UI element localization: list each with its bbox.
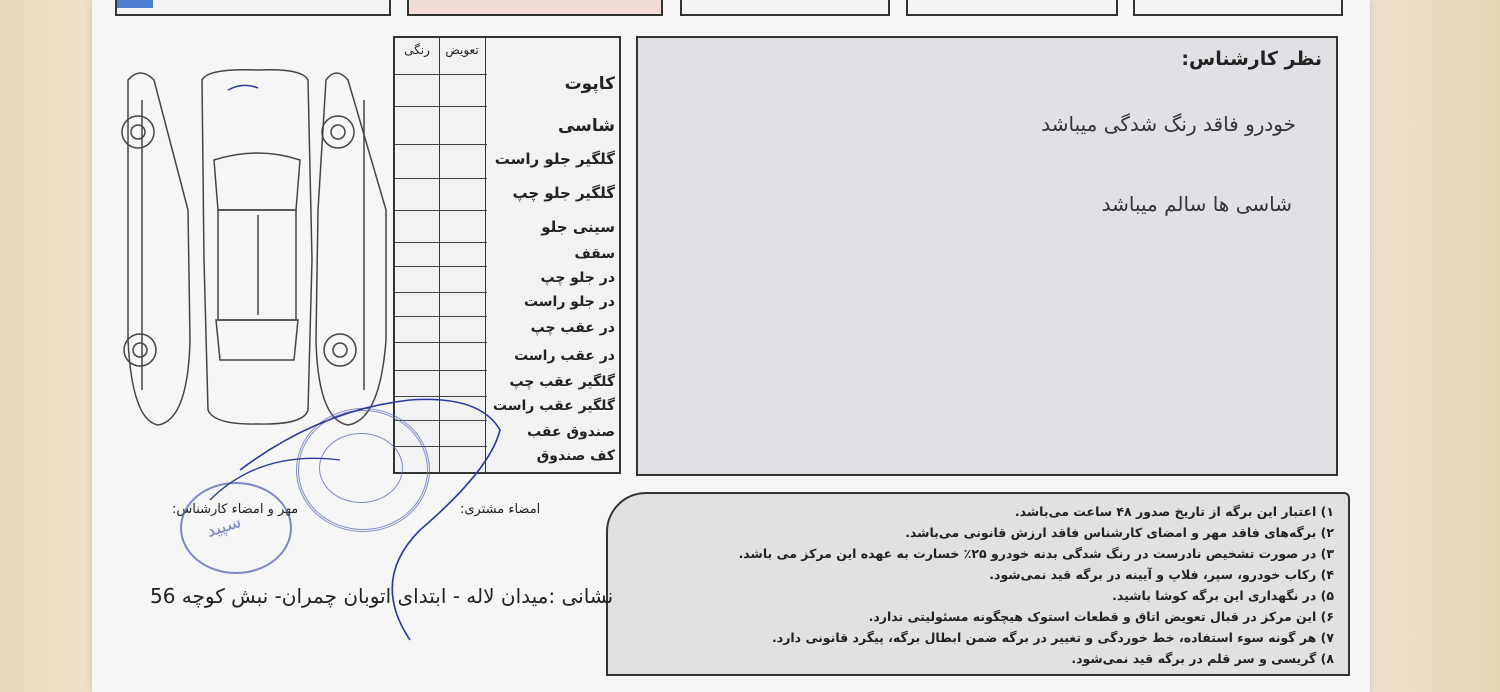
top-field-box bbox=[1133, 0, 1343, 16]
expert-stamp-text: سپید bbox=[203, 511, 244, 542]
part-label: سقف bbox=[574, 246, 615, 262]
term-item: ۵) در نگهداری این برگه کوشا باشید. bbox=[1112, 588, 1334, 603]
col-header-paint: رنگی bbox=[404, 43, 430, 57]
part-label: در جلو راست bbox=[523, 294, 615, 310]
address-line: نشانی :میدان لاله - ابتدای اتوبان چمران- نبش کوچه 56 bbox=[150, 584, 614, 608]
car-left-side bbox=[128, 73, 190, 425]
part-label: صندوق عقب bbox=[527, 424, 615, 440]
term-item: ۸) گریسی و سر قلم در برگه قید نمی‌شود. bbox=[1071, 651, 1334, 666]
expert-note-chassis: شاسی ها سالم میباشد bbox=[1101, 192, 1292, 216]
term-item: ۶) این مرکز در قبال تعویض اتاق و قطعات استوک هیچگونه مسئولیتی ندارد. bbox=[868, 609, 1334, 624]
part-label: در عقب راست bbox=[514, 348, 615, 364]
top-field-box bbox=[680, 0, 890, 16]
part-label: کاپوت bbox=[564, 74, 615, 94]
table-surface-right bbox=[1350, 0, 1500, 692]
car-diagram bbox=[118, 60, 398, 440]
terms-box bbox=[606, 492, 1350, 676]
expert-note-paint: خودرو فاقد رنگ شدگی میباشد bbox=[1041, 112, 1296, 136]
part-label: گلگیر جلو راست bbox=[494, 150, 615, 168]
top-field-box bbox=[115, 0, 391, 16]
part-label: گلگیر جلو چپ bbox=[512, 184, 615, 202]
part-label: کف صندوق bbox=[536, 448, 615, 464]
part-label: سینی جلو bbox=[541, 218, 615, 236]
term-item: ۱) اعتبار این برگه از تاریخ صدور ۴۸ ساعت می‌باشد. bbox=[1014, 504, 1334, 519]
customer-signature-label: امضاء مشتری: bbox=[460, 502, 541, 517]
expert-signature-label: مهر و امضاء کارشناس: bbox=[172, 502, 299, 517]
expert-opinion-title: نظر کارشناس: bbox=[1181, 48, 1322, 70]
part-label: گلگیر عقب چپ bbox=[509, 374, 615, 390]
top-field-box bbox=[906, 0, 1118, 16]
term-item: ۲) برگه‌های فاقد مهر و امضای کارشناس فاقد ارزش قانونی می‌باشد. bbox=[905, 525, 1334, 540]
col-header-replace: تعویض bbox=[445, 43, 479, 57]
part-label: گلگیر عقب راست bbox=[492, 398, 615, 414]
pen-signature bbox=[200, 390, 520, 650]
part-label: در عقب چپ bbox=[530, 320, 615, 336]
term-item: ۴) رکاب خودرو، سپر، فلاپ و آیینه در برگه قید نمی‌شود. bbox=[989, 567, 1334, 582]
part-label: شاسی bbox=[557, 116, 615, 136]
part-label: در جلو چپ bbox=[540, 270, 615, 286]
car-right-side bbox=[316, 73, 386, 425]
term-item: ۷) هر گونه سوء استفاده، خط خوردگی و تغییر در برگه ضمن ابطال برگه، پیگرد قانونی دارد. bbox=[772, 630, 1334, 645]
term-item: ۳) در صورت تشخیص نادرست در رنگ شدگی بدنه خودرو ۲۵٪ خسارت به عهده این مرکز می باشد. bbox=[738, 546, 1334, 561]
expert-opinion-panel bbox=[636, 36, 1338, 476]
top-field-box bbox=[407, 0, 663, 16]
